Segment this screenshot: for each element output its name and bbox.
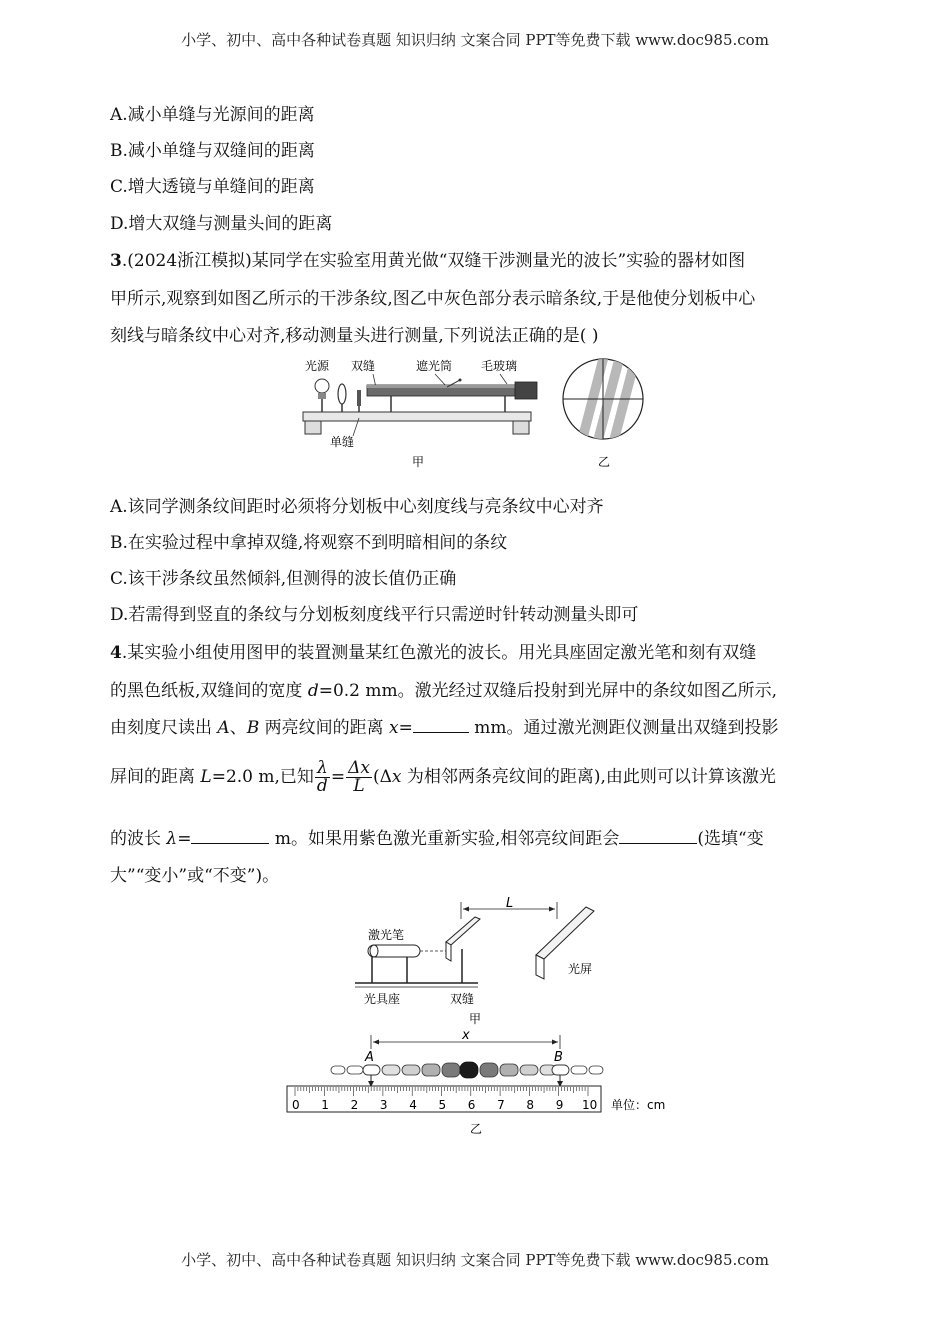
label-L: L [506, 897, 514, 911]
q4-figure-ruler [285, 1027, 675, 1142]
ruler-tick-label: 4 [409, 1098, 417, 1112]
bulb-icon [315, 379, 329, 393]
q4-stem-line5: 的波长 λ= m。如果用紫色激光重新实验,相邻亮纹间距会 (选填“变 [110, 829, 764, 849]
label-x: x [462, 1028, 470, 1043]
q4-caption-yi: 乙 [470, 1122, 483, 1136]
q4-caption-jia: 甲 [469, 1012, 482, 1026]
optical-bench [303, 412, 531, 421]
q3-option-b: B.在实验过程中拿掉双缝,将观察不到明暗相间的条纹 [110, 533, 508, 553]
q4-number: 4 [110, 643, 122, 663]
page-header: 小学、初中、高中各种试卷真题 知识归纳 文案合同 PPT等免费下载 www.doc985.com [181, 31, 769, 49]
q4-stem-line6: 大”“变小”或“不变”)。 [110, 866, 280, 886]
label-shade-tube: 遮光筒 [416, 359, 453, 373]
q4-stem-line1: 4.某实验小组使用图甲的装置测量某红色激光的波长。用光具座固定激光笔和刻有双缝 [110, 643, 757, 663]
q3-number: 3 [110, 251, 122, 271]
q3-stem-line1: 3.(2024浙江模拟)某同学在实验室用黄光做“双缝干涉测量光的波长”实验的器材如图 [110, 251, 746, 271]
answer-blank-lambda[interactable] [191, 828, 269, 844]
answer-blank-spacing[interactable] [619, 828, 697, 844]
q3-figure-apparatus [295, 352, 545, 470]
projection-screen [536, 907, 594, 959]
q3-caption-jia: 甲 [412, 455, 425, 469]
ruler-tick-label: 0 [292, 1098, 300, 1112]
q3-stem-line3: 刻线与暗条纹中心对齐,移动测量头进行测量,下列说法正确的是( ) [110, 326, 599, 346]
label-double-slit: 双缝 [351, 359, 376, 373]
ruler-tick-label: 10 [582, 1098, 598, 1112]
answer-blank-x[interactable] [413, 717, 469, 733]
ruler-tick-label: 6 [467, 1098, 476, 1112]
label-double-slit: 双缝 [450, 992, 475, 1006]
label-screen: 光屏 [568, 962, 593, 976]
ruler-tick-label: 7 [497, 1098, 505, 1112]
label-light-source: 光源 [305, 359, 330, 373]
q4-figure-apparatus [350, 897, 610, 1027]
q2-option-c: C.增大透镜与单缝间的距离 [110, 177, 315, 197]
q3-option-c: C.该干涉条纹虽然倾斜,但测得的波长值仍正确 [110, 569, 457, 589]
label-B: B [554, 1050, 563, 1065]
label-laser-pen: 激光笔 [368, 928, 405, 942]
q2-option-d: D.增大双缝与测量头间的距离 [110, 214, 333, 234]
q4-stem-line3: 由刻度尺读出 A、B 两亮纹间的距离 x= mm。通过激光测距仪测量出双缝到投影 [110, 718, 779, 738]
ruler-tick-label: 1 [321, 1098, 329, 1112]
ruler-tick-label: 3 [379, 1098, 388, 1112]
ruler-tick-label: 9 [555, 1098, 564, 1112]
q2-option-b: B.减小单缝与双缝间的距离 [110, 141, 315, 161]
q2-option-a: A.减小单缝与光源间的距离 [110, 105, 315, 125]
ruler-tick-label: 2 [350, 1098, 359, 1112]
label-single-slit: 单缝 [330, 435, 355, 449]
page-footer: 小学、初中、高中各种试卷真题 知识归纳 文案合同 PPT等免费下载 www.doc985.com [181, 1251, 769, 1269]
q3-option-a: A.该同学测条纹间距时必须将分划板中心刻度线与亮条纹中心对齐 [110, 497, 604, 517]
q3-figure-fringes [560, 352, 650, 470]
ruler-unit: 单位：cm [611, 1098, 666, 1112]
label-frosted-glass: 毛玻璃 [481, 359, 518, 373]
q3-stem-line2: 甲所示,观察到如图乙所示的干涉条纹,图乙中灰色部分表示暗条纹,于是他使分划板中心 [110, 289, 756, 309]
q4-stem-line2: 的黑色纸板,双缝间的宽度 d=0.2 mm。激光经过双缝后投射到光屏中的条纹如图乙所示, [110, 681, 778, 701]
double-slit-board [446, 917, 480, 945]
q3-option-d: D.若需得到竖直的条纹与分划板刻度线平行只需逆时针转动测量头即可 [110, 605, 639, 625]
lens-icon [338, 384, 346, 404]
q4-stem-line4: 屏间的距离 L=2.0 m,已知 $\frac{\lambda}{d}$ = $\frac{\Delta x}{L}$ (Δx 为相邻两条亮纹间的距离),由此则可以计算该激光 [110, 758, 776, 796]
label-A: A [365, 1050, 374, 1065]
fraction-dx-over-L: $\frac{\Delta x}{L}$ [348, 758, 370, 796]
ruler-tick-label: 8 [526, 1098, 535, 1112]
label-bench: 光具座 [364, 992, 401, 1006]
q3-caption-yi: 乙 [598, 455, 611, 469]
ruler-tick-label: 5 [438, 1098, 447, 1112]
fraction-lambda-over-d: $\frac{\lambda}{d}$ [316, 758, 328, 796]
